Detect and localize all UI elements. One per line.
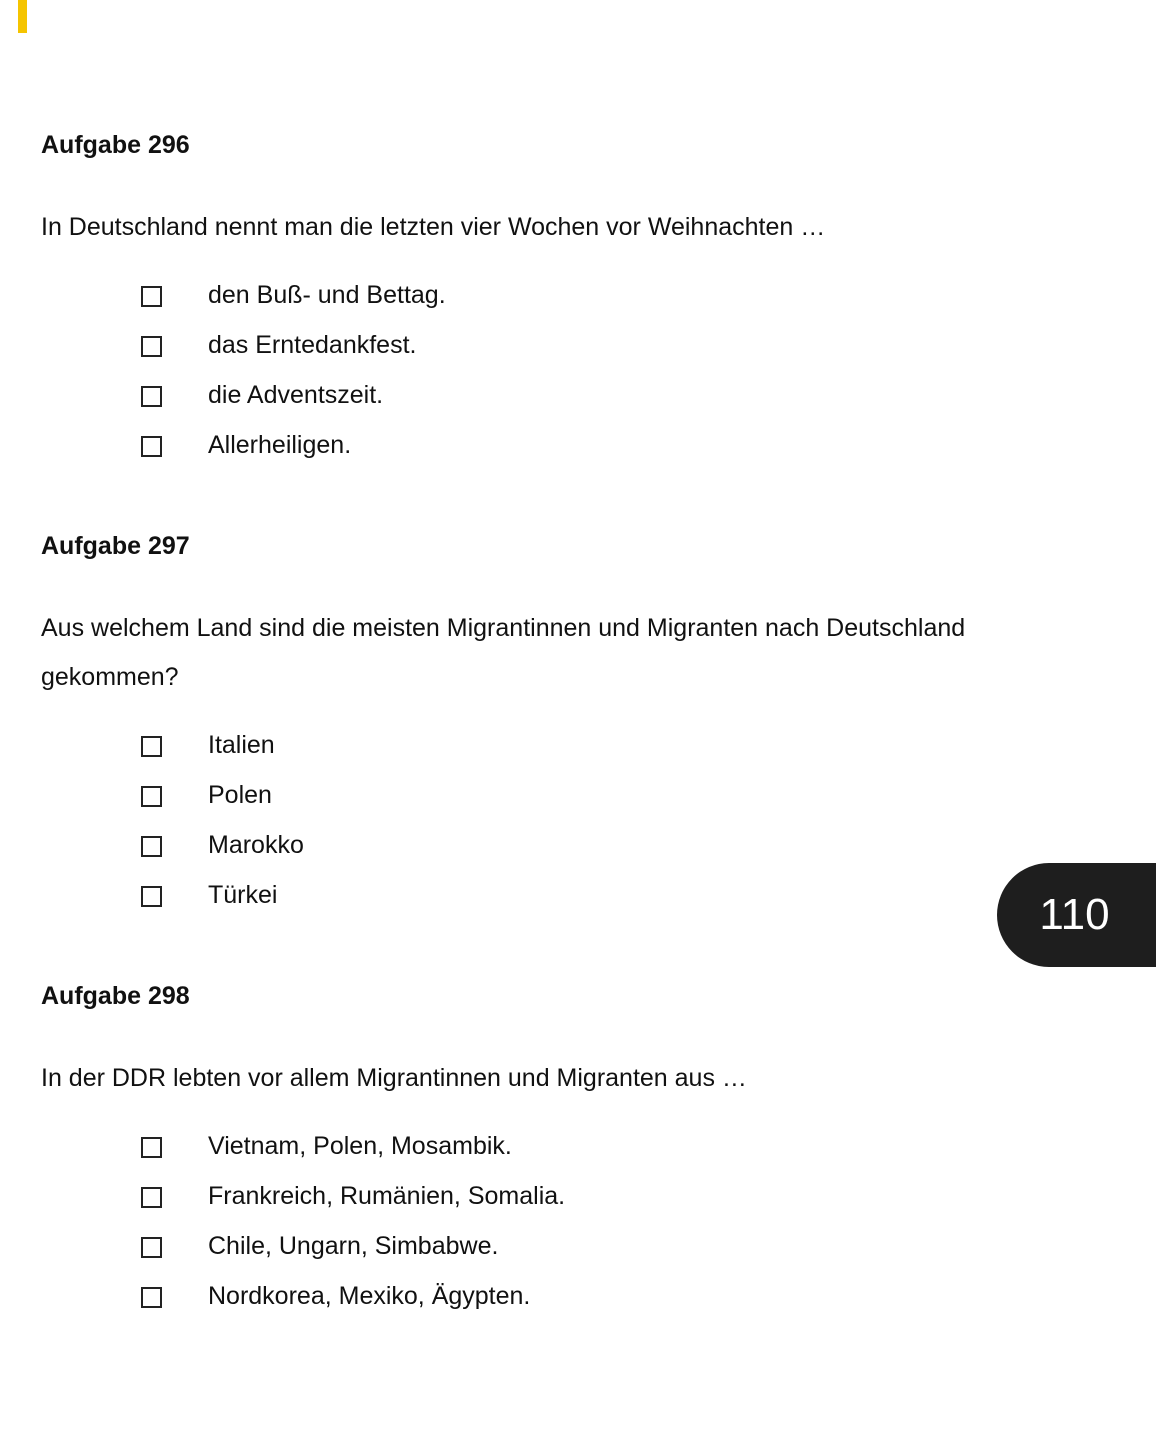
page-number: 110 xyxy=(1039,890,1110,939)
checkbox-icon[interactable] xyxy=(141,286,162,307)
answer-option[interactable] xyxy=(41,1178,1041,1228)
answer-option[interactable] xyxy=(41,827,1041,877)
accent-bar xyxy=(18,0,27,33)
checkbox-icon[interactable] xyxy=(141,886,162,907)
answer-option[interactable] xyxy=(41,1228,1041,1278)
checkbox-icon[interactable] xyxy=(141,736,162,757)
option-label: Allerheiligen. xyxy=(208,431,352,459)
option-label: Frankreich, Rumänien, Somalia. xyxy=(208,1182,566,1210)
task-297 xyxy=(41,531,1041,927)
answer-option[interactable] xyxy=(41,727,1041,777)
task-title: Aufgabe 298 xyxy=(41,982,190,1010)
option-label: das Erntedankfest. xyxy=(208,331,417,359)
answer-option[interactable] xyxy=(41,377,1041,427)
option-label: Italien xyxy=(208,731,275,759)
answer-option[interactable] xyxy=(41,1278,1041,1328)
option-label: Vietnam, Polen, Mosambik. xyxy=(208,1132,512,1160)
answer-option[interactable] xyxy=(41,777,1041,827)
option-label: die Adventszeit. xyxy=(208,381,384,409)
checkbox-icon[interactable] xyxy=(141,786,162,807)
answer-options xyxy=(41,727,1041,927)
task-question: In der DDR lebten vor allem Migrantinnen und Migranten aus … xyxy=(41,1064,747,1092)
option-label: Chile, Ungarn, Simbabwe. xyxy=(208,1232,499,1260)
checkbox-icon[interactable] xyxy=(141,1237,162,1258)
task-question: In Deutschland nennt man die letzten vier Wochen vor Weihnachten … xyxy=(41,213,826,241)
checkbox-icon[interactable] xyxy=(141,836,162,857)
task-title: Aufgabe 297 xyxy=(41,532,190,560)
task-298 xyxy=(41,981,1041,1328)
page-number-tab xyxy=(997,863,1156,967)
checkbox-icon[interactable] xyxy=(141,436,162,457)
answer-option[interactable] xyxy=(41,877,1041,927)
checkbox-icon[interactable] xyxy=(141,336,162,357)
option-label: Türkei xyxy=(208,881,278,909)
checkbox-icon[interactable] xyxy=(141,1137,162,1158)
answer-options xyxy=(41,1128,1041,1328)
option-label: Marokko xyxy=(208,831,304,859)
task-question: Aus welchem Land sind die meisten Migrantinnen und Migranten nach Deutschland gekommen? xyxy=(41,614,966,691)
checkbox-icon[interactable] xyxy=(141,1287,162,1308)
answer-option[interactable] xyxy=(41,277,1041,327)
checkbox-icon[interactable] xyxy=(141,386,162,407)
answer-option[interactable] xyxy=(41,427,1041,477)
option-label: Polen xyxy=(208,781,272,809)
answer-option[interactable] xyxy=(41,1128,1041,1178)
task-title: Aufgabe 296 xyxy=(41,131,190,159)
checkbox-icon[interactable] xyxy=(141,1187,162,1208)
option-label: Nordkorea, Mexiko, Ägypten. xyxy=(208,1282,531,1310)
answer-option[interactable] xyxy=(41,327,1041,377)
task-296 xyxy=(41,130,1041,477)
answer-options xyxy=(41,277,1041,477)
option-label: den Buß- und Bettag. xyxy=(208,281,446,309)
